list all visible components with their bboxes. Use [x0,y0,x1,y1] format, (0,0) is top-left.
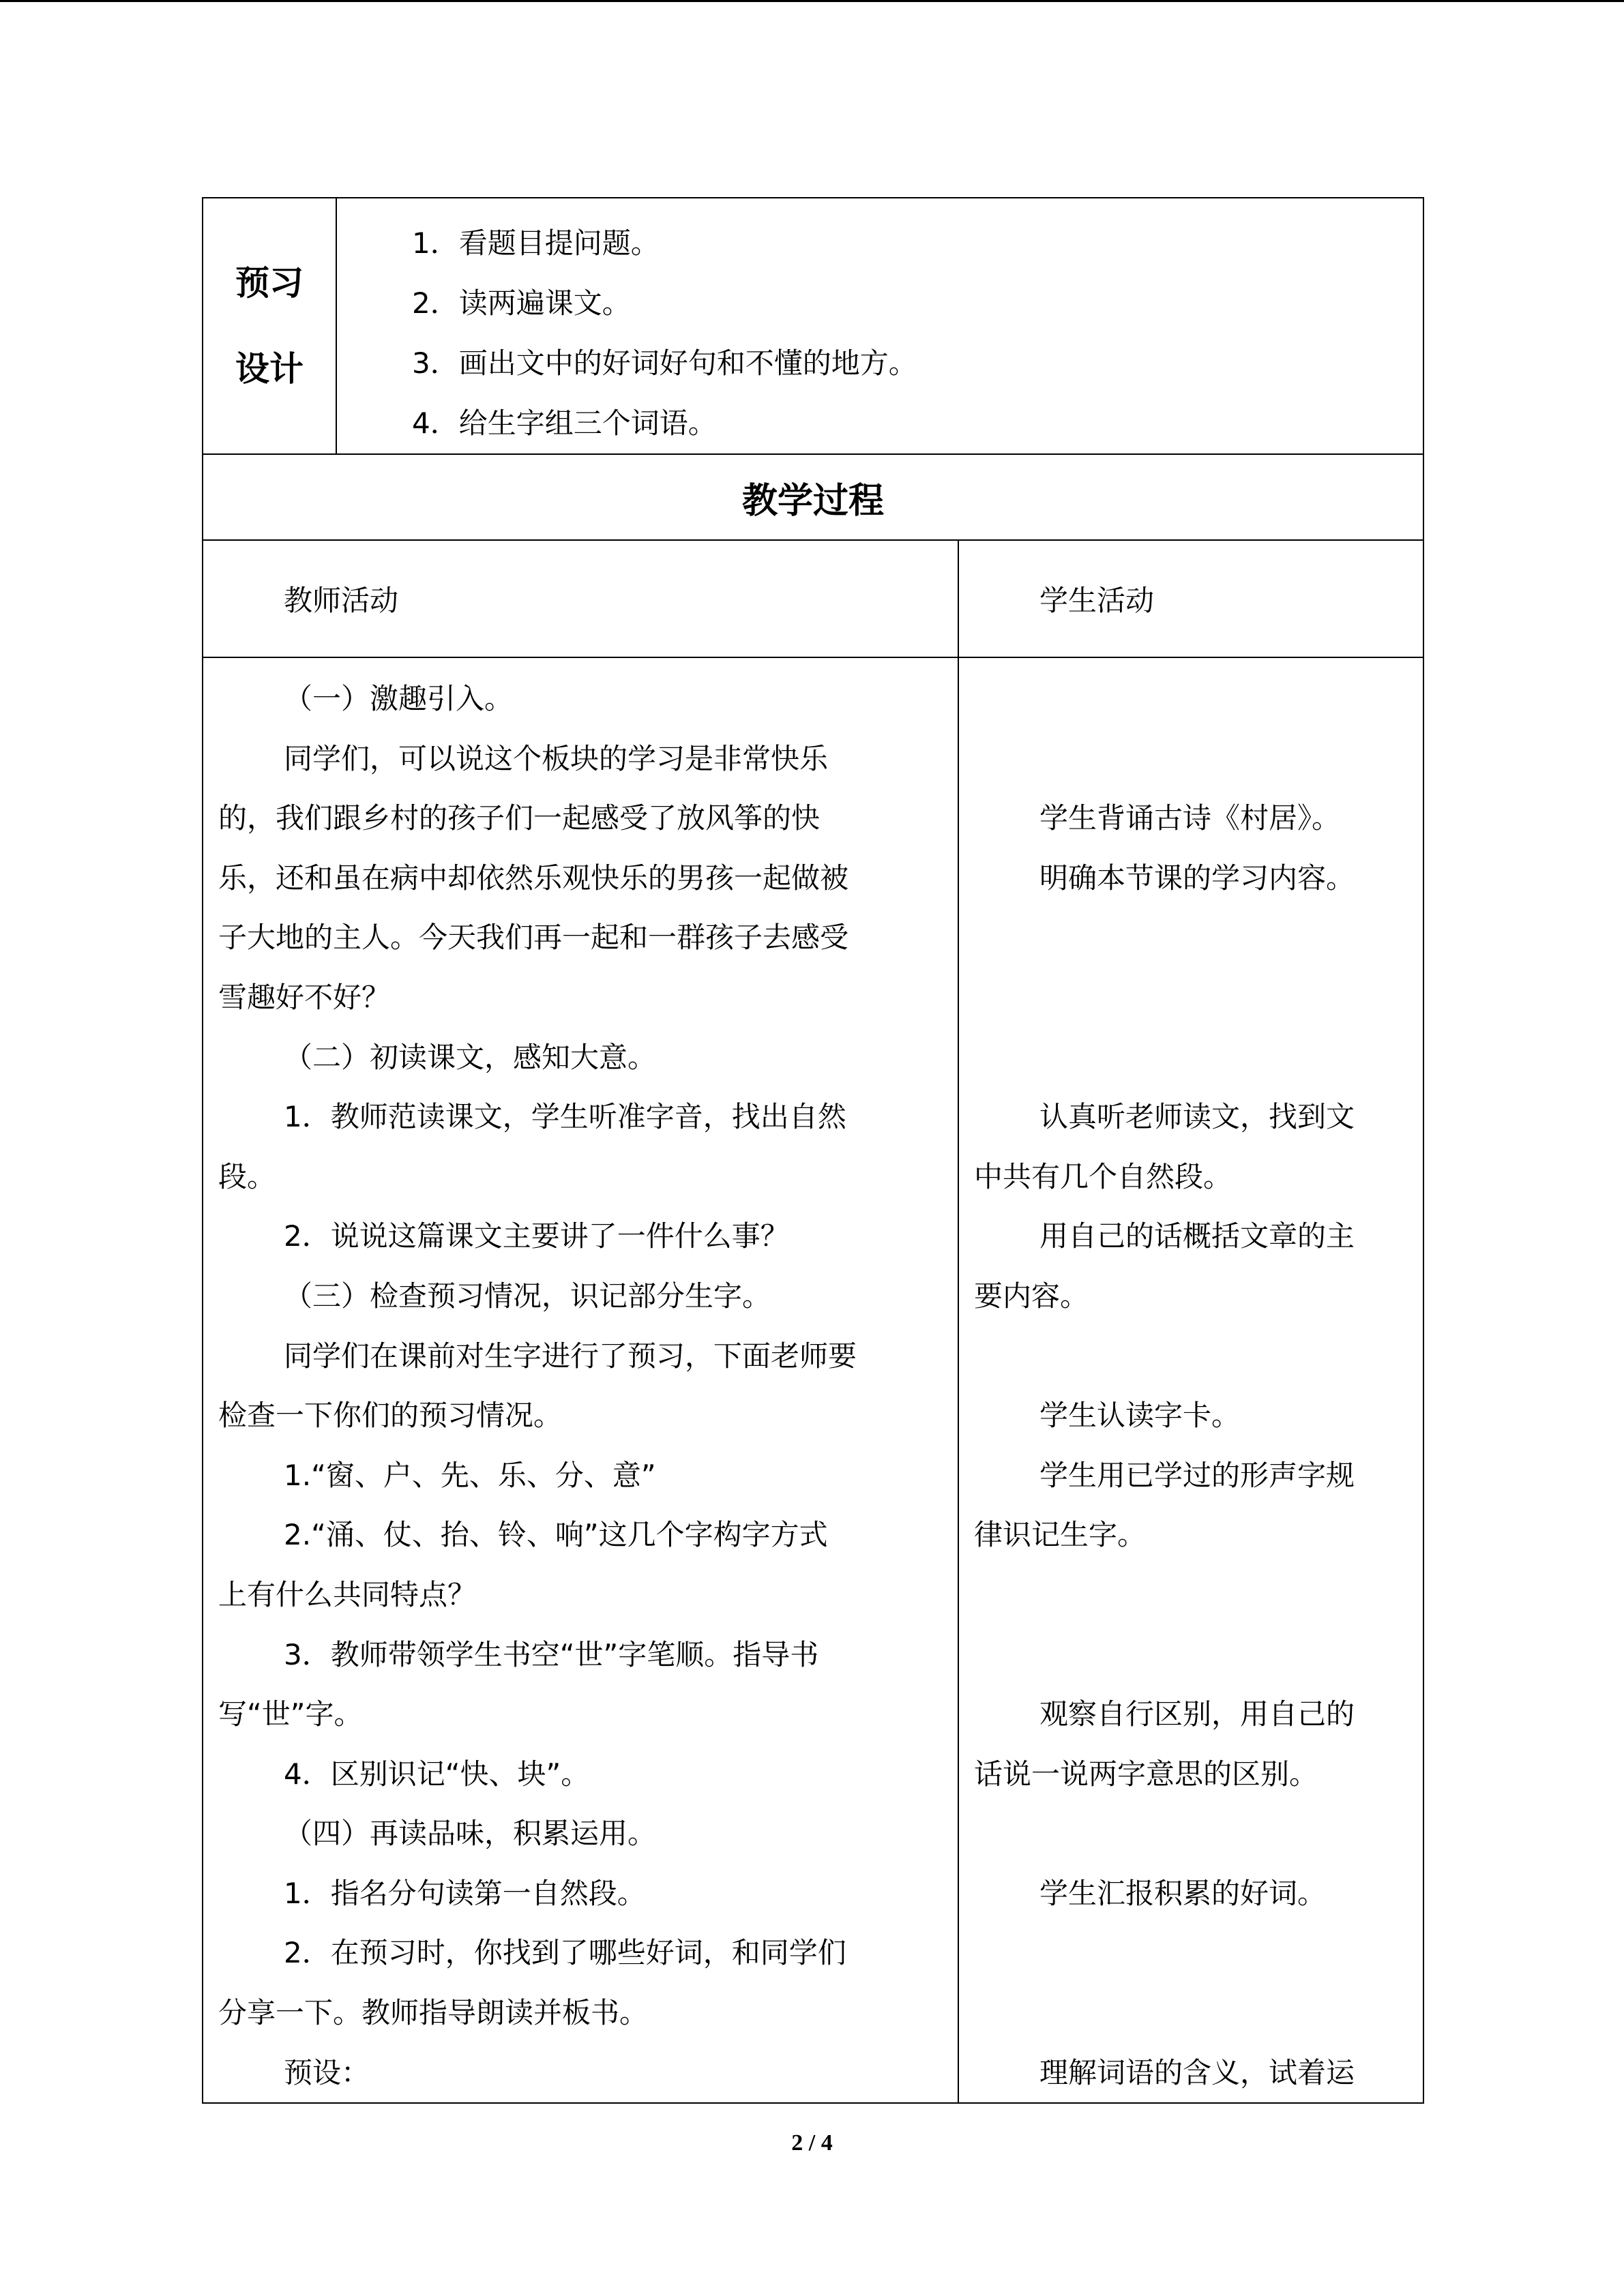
preview-item: 2．读两遍课文。 [412,286,631,320]
teacher-activity-line: （三）检查预习情况，识记部分生字。 [284,1279,771,1313]
teacher-activity-line: 3．教师带领学生书空“世”字笔顺。指导书 [284,1637,819,1671]
top-border-line [0,0,1624,2]
student-activity-line [974,1028,1416,1088]
student-activity-line [974,1326,1416,1386]
teacher-activity-line: 1．指名分句读第一自然段。 [284,1876,646,1910]
student-activity-line [974,669,1416,729]
student-activity-line: 认真听老师读文，找到文 [1039,1100,1355,1134]
student-activity-line [974,1923,1416,1983]
preview-item: 3．画出文中的好词好句和不懂的地方。 [412,346,917,380]
student-activity-line: 律识记生字。 [974,1518,1147,1552]
student-activity-line [974,1804,1416,1864]
preview-label-cell [203,198,336,454]
teacher-activity-line: （二）初读课文，感知大意。 [284,1040,657,1074]
student-activity-line [974,1565,1416,1625]
lesson-plan-table [202,197,1424,2104]
preview-content-cell [336,198,1423,454]
student-activity-line [974,968,1416,1028]
teacher-activity-header: 教师活动 [203,540,958,657]
student-activity-line [974,1625,1416,1685]
preview-row [203,198,1423,454]
student-activity-cell [958,657,1423,2103]
teacher-activity-line: 检查一下你们的预习情况。 [218,1399,563,1433]
teacher-activity-line: （一）激趣引入。 [284,682,514,715]
teacher-activity-line: 分享一下。教师指导朗读并板书。 [218,1996,649,2030]
student-activity-line: 明确本节课的学习内容。 [1039,861,1355,895]
teacher-activity-line: 写“世”字。 [218,1697,363,1731]
student-activity-line: 学生认读字卡。 [1039,1399,1241,1433]
student-activity-line [974,729,1416,789]
student-activity-line: 学生用已学过的形声字规 [1039,1458,1355,1492]
student-activity-line: 学生汇报积累的好词。 [1039,1876,1327,1910]
student-activity-line: 中共有几个自然段。 [974,1159,1232,1193]
student-activity-line: 话说一说两字意思的区别。 [974,1757,1318,1791]
teacher-activity-line: 1．教师范读课文，学生听准字音，找出自然 [284,1100,846,1134]
teacher-activity-line: 上有什么共同特点？ [218,1577,477,1611]
student-activity-line [974,1983,1416,2043]
teacher-activity-line: 预设： [284,2055,370,2089]
teacher-activity-cell [203,657,958,2103]
teacher-activity-line: 段。 [218,1159,276,1193]
preview-label-line1: 预习 [235,263,304,303]
teacher-activity-line: 2．在预习时，你找到了哪些好词，和同学们 [284,1936,846,1970]
teacher-activity-line: 雪趣好不好？ [218,980,391,1014]
teacher-activity-line: 4．区别识记“快、块”。 [284,1757,590,1791]
preview-item: 1．看题目提问题。 [412,226,660,260]
process-title: 教学过程 [203,454,1423,540]
teacher-activity-line: 1.“窗、户、先、乐、分、意” [284,1458,656,1492]
process-title-row [203,454,1423,540]
student-activity-line: 学生背诵古诗《村居》。 [1039,801,1341,835]
teacher-activity-line: 子大地的主人。今天我们再一起和一群孩子去感受 [218,921,849,955]
teacher-activity-line: 的，我们跟乡村的孩子们一起感受了放风筝的快 [218,801,821,835]
student-activity-line: 理解词语的含义，试着运 [1039,2055,1355,2089]
teacher-activity-line: 同学们，可以说这个板块的学习是非常快乐 [284,741,829,775]
student-activity-line: 用自己的话概括文章的主 [1039,1219,1355,1253]
student-activity-header: 学生活动 [958,540,1423,657]
student-activity-line [974,908,1416,968]
teacher-activity-line: （四）再读品味，积累运用。 [284,1817,657,1851]
preview-label-line2: 设计 [235,349,304,389]
column-header-row [203,540,1423,657]
teacher-activity-line: 乐，还和虽在病中却依然乐观快乐的男孩一起做被 [218,861,849,895]
activity-body-row [203,657,1423,2103]
teacher-activity-line: 同学们在课前对生字进行了预习，下面老师要 [284,1339,857,1373]
teacher-activity-line: 2．说说这篇课文主要讲了一件什么事？ [284,1219,789,1253]
preview-item: 4．给生字组三个词语。 [412,406,717,440]
student-activity-line: 观察自行区别，用自己的 [1039,1697,1355,1731]
page-number: 2 / 4 [791,2130,833,2156]
teacher-activity-line: 2.“涌、仗、抬、铃、响”这几个字构字方式 [284,1518,828,1552]
student-activity-line: 要内容。 [974,1279,1089,1313]
